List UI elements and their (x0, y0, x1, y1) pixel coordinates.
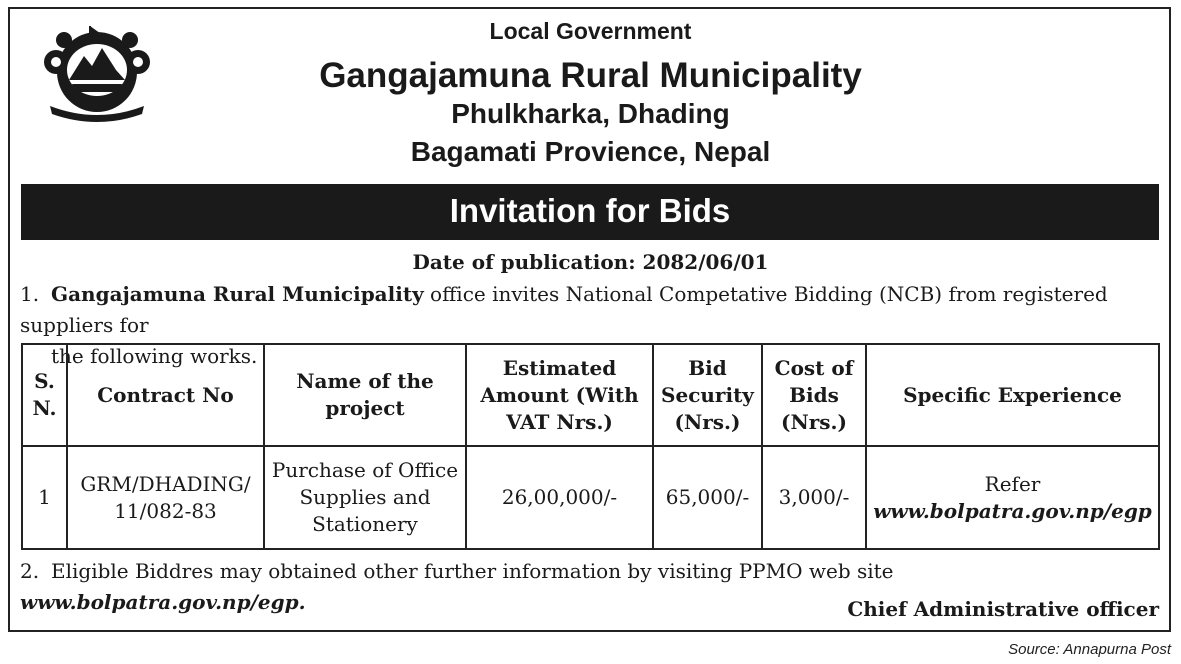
cell-specific-experience (866, 446, 1159, 549)
table-header-row (22, 344, 1159, 446)
cell-estimated-amount: 26,00,000/- (466, 446, 653, 549)
header-specific-experience: Specific Experience (866, 344, 1159, 446)
cell-cost-of-bids: 3,000/- (762, 446, 866, 549)
table-row (22, 446, 1159, 549)
paragraph-1-continuation: the following works. (51, 344, 258, 368)
cell-contract-no: GRM/DHADING/ 11/082-83 (67, 446, 264, 549)
header-contract-no: Contract No (67, 344, 264, 446)
header-estimated-amount: Estimated Amount (With VAT Nrs.) (466, 344, 653, 446)
municipality-title: Gangajamuna Rural Municipality (319, 56, 862, 95)
source-credit: Source: Annapurna Post (1008, 641, 1171, 658)
cell-project: Purchase of Office Supplies and Stationery (264, 446, 466, 549)
header-bid-security: Bid Security (Nrs.) (653, 344, 762, 446)
paragraph-1-number: 1. (20, 282, 40, 306)
header-sn: S. N. (22, 344, 67, 446)
header-cost-of-bids: Cost of Bids (Nrs.) (762, 344, 866, 446)
paragraph-2-number: 2. (20, 559, 40, 583)
paragraph-1-line (20, 279, 1165, 341)
paragraph-1-text: office invites National Competative Bidding (NCB) from registered suppliers for (20, 282, 1108, 337)
bids-table (21, 343, 1160, 550)
invitation-title-band (21, 184, 1159, 240)
header-project-name: Name of the project (264, 344, 466, 446)
local-government-heading: Local Government (489, 18, 692, 44)
cell-sn: 1 (22, 446, 67, 549)
location-heading: Phulkharka, Dhading (451, 98, 730, 129)
ppmo-link[interactable]: www.bolpatra.gov.np/egp. (20, 590, 306, 614)
paragraph-1-municipality: Gangajamuna Rural Municipality (51, 282, 424, 306)
publication-date: Date of publication: 2082/06/01 (412, 250, 769, 274)
paragraph-2-text: Eligible Biddres may obtained other further information by visiting PPMO web site (51, 559, 894, 583)
experience-link[interactable]: www.bolpatra.gov.np/egp (873, 498, 1152, 523)
signature-title: Chief Administrative officer (847, 597, 1159, 621)
experience-label: Refer (984, 471, 1041, 496)
invitation-title: Invitation for Bids (449, 192, 731, 229)
cell-bid-security: 65,000/- (653, 446, 762, 549)
province-heading: Bagamati Provience, Nepal (410, 136, 771, 167)
